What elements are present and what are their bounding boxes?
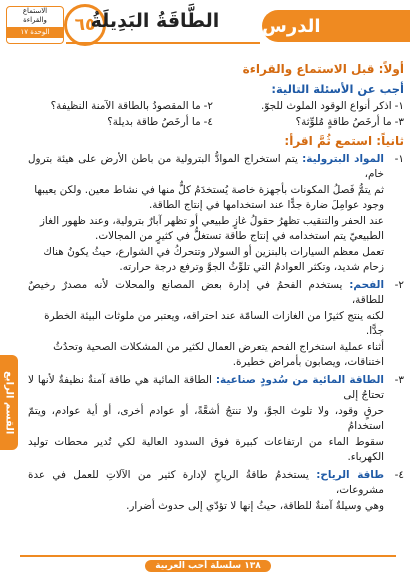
page-title: الطَّاقَةُ البَدِيلَةُ	[90, 10, 220, 32]
term-petroleum: المواد البترولية:	[302, 152, 384, 165]
unit-box	[6, 6, 64, 44]
page-footer	[20, 555, 396, 575]
unit-box-line2: والقراءة	[23, 16, 47, 24]
section1-subtitle: أجب عن الأسئلة التالية:	[271, 81, 404, 96]
page-header	[6, 6, 410, 46]
section2-title: ثانياً: استمع ثُمَّ اقرأ:	[284, 134, 404, 148]
questions-grid	[28, 99, 404, 130]
paragraph-petroleum: ١- المواد البترولية: يتم استخراج الموادُّ البترولية من باطن الأرض على هيئة بترول خام، ثم يتمُّ فَصلُ المكونات بأجهزة خاصة يُستخدَمُ كلٌّ منها في نشاط معين. ولكن يعيبها وجود عوامِلَ ضارة جدًّا عند استخدامها في إنتاج الطاقة. عند الحفر والتنقيب تظهرُ حقولُ غازٍ طبيعي أو تظهر آبارٌ بترولية، وعند ظهور الغاز الطبيعيّ يتم استخدامه في إنتاج طاقة تستغلُّ في كثيرٍ من المجالات. تعمل معظم السيارات بالبنزين أو السولار وتتحركُ في الشوارع، حيثُ يكونُ هناك زحام شديد، وتكثر العوادمُ التي تلوِّثُ الجوَّ وترفع درجة حرارته.	[28, 152, 404, 273]
section1-title: أولاً: قبل الاستماع والقراءة	[242, 62, 404, 76]
question-item: ١-اذكر أنواع الوقود الملوث للجوّ.	[261, 100, 404, 112]
side-section-tab: القسم الرابع	[0, 355, 18, 450]
main-content	[28, 60, 404, 516]
paragraph-coal: ٢- الفحم: يستخدم الفحمُ في إدارة بعض المصانع والمحلات لأنه مصدرٌ رخيصٌ للطاقة، لكنه ينتج كثيرًا من الغازات السامّة عند احتراقه، ويعتبر من ملوثات البيئة الخطرة جدًّا. أثناء عملية استخراج الفحم يتعرض العمال لكثير من المشكلات الصحية وتحدُثُ اختناقات، ويصابون بأمراض خطيرة.	[28, 278, 404, 368]
footer-badge	[145, 560, 270, 572]
page-number: ١٣٨	[244, 561, 261, 571]
series-name: سلسلة أحب العربية	[155, 561, 242, 571]
title-underline	[66, 42, 260, 44]
lesson-label: الدرس	[262, 15, 321, 37]
unit-box-line1: الاستماع	[22, 7, 48, 15]
lesson-number-badge: ٦٥	[64, 4, 106, 46]
question-item: ٤-ما أرخَصُ طاقة بديلة؟	[107, 115, 213, 128]
paragraph-wind: ٤- طاقة الرياح: يستخدمُ طاقةُ الرياحِ لإدارة كثير من الآلاتِ للعمل في عدة مشروعات، وهي وسيلةٌ آمنةٌ للطاقة، حيثُ إنها لا تؤدّي إلى حدوث أضرار.	[28, 468, 404, 512]
lesson-tab	[262, 10, 410, 42]
paragraph-hydro: ٣- الطاقة المائية من سُدودٍ صناعية: الطاقة المائية هي طاقة آمنةٌ نظيفةٌ لأنها لا تحتاجُ إلى حرقٍ وقود، ولا تلوث الجوَّ، ولا تنتجُ أشعَّةً، أو عوادم أخرى، أو أية عوادم، ويتمّ استخدامُ سقوط الماء من ارتفاعات كبيرة فوق السدود العالية لكي تُدير محطات توليد الكهرباء.	[28, 373, 404, 463]
term-wind: طاقة الرياح:	[316, 468, 384, 481]
unit-label: الوحدة ١٧	[7, 27, 63, 38]
term-hydro: الطاقة المائية من سُدودٍ صناعية:	[215, 373, 384, 386]
term-coal: الفحم:	[349, 278, 385, 291]
question-item: ٣-ما أرخَصُ طاقةٍ مُلوِّثة؟	[295, 115, 404, 128]
question-item: ٢-ما المقصودُ بالطاقة الآمنة النظيفة؟	[50, 100, 213, 112]
